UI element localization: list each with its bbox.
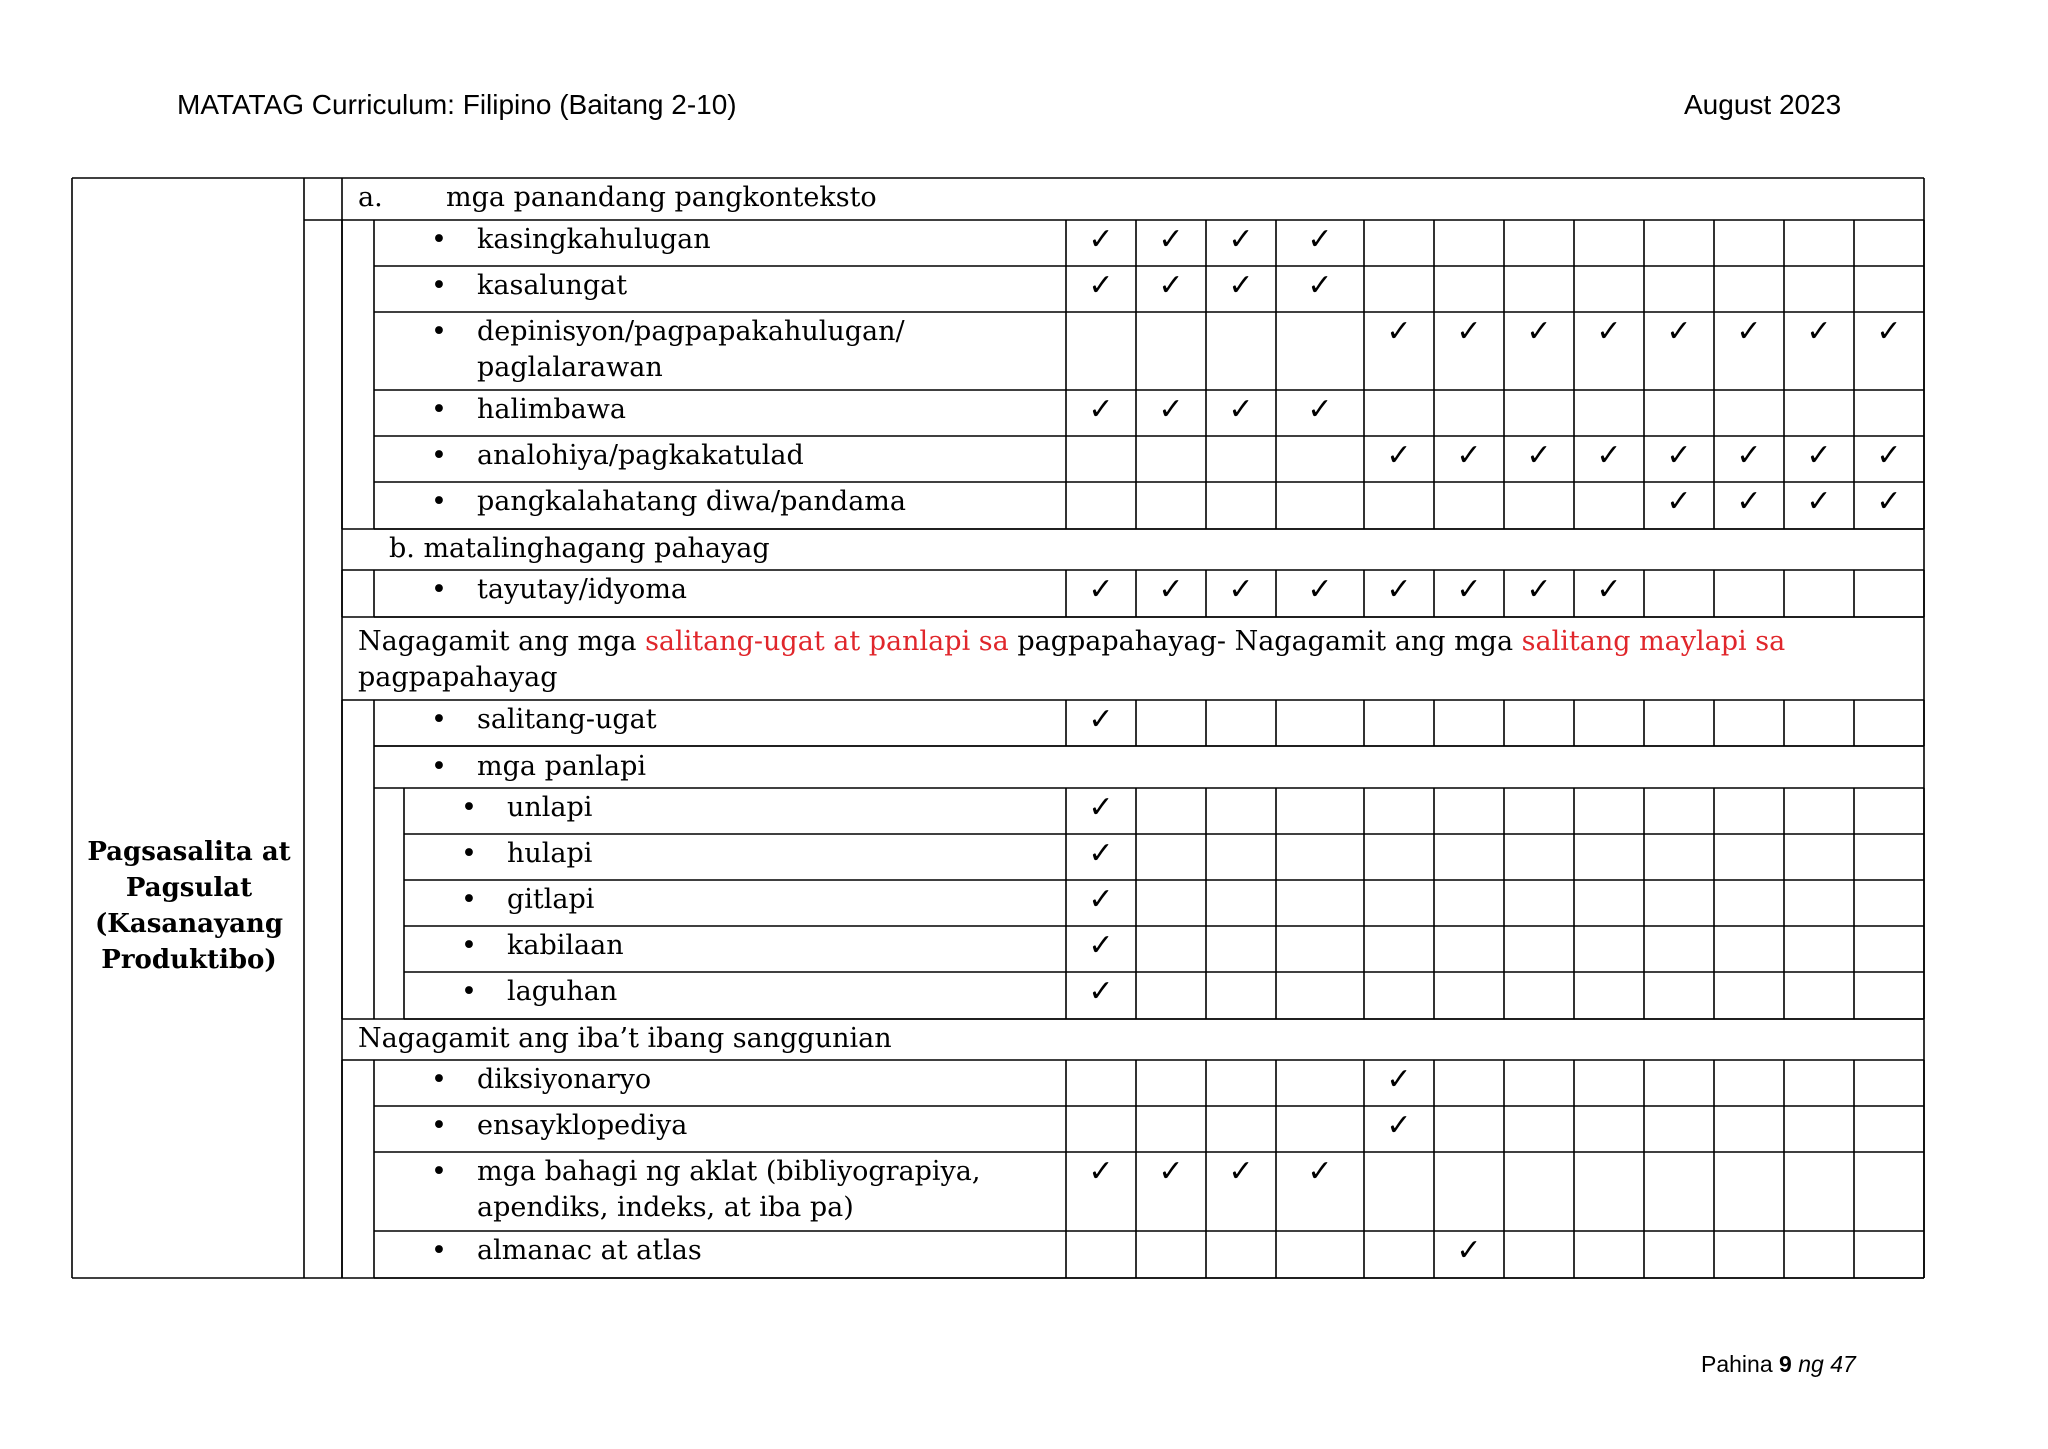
footer-total-pages: 47 — [1830, 1351, 1856, 1377]
row-label-line: ensayklopediya — [477, 1110, 688, 1141]
section-ugat-highlight: salitang maylapi sa — [1521, 626, 1786, 657]
bullet-icon: • — [461, 930, 477, 961]
row-label-line: kasingkahulugan — [477, 224, 711, 255]
row-label-line: apendiks, indeks, at iba pa) — [477, 1192, 854, 1223]
check-icon: ✓ — [1307, 268, 1333, 303]
row-label-tayutay — [477, 572, 687, 608]
check-icon: ✓ — [1088, 1154, 1114, 1189]
row-label-kasingkahulugan — [477, 222, 711, 258]
footer-page-number: 9 — [1779, 1351, 1792, 1377]
domain-line: Pagsulat — [125, 873, 253, 903]
row-label-line: gitlapi — [507, 884, 595, 915]
row-label-line: pangkalahatang diwa/pandama — [477, 486, 907, 517]
check-icon: ✓ — [1158, 392, 1184, 427]
bullet-icon: • — [431, 440, 447, 471]
check-icon: ✓ — [1596, 572, 1622, 607]
bullet-icon: • — [431, 270, 447, 301]
page-footer — [1701, 1350, 1856, 1378]
check-icon: ✓ — [1088, 790, 1114, 825]
check-icon: ✓ — [1736, 314, 1762, 349]
check-icon: ✓ — [1307, 392, 1333, 427]
check-icon: ✓ — [1088, 222, 1114, 257]
check-icon: ✓ — [1088, 702, 1114, 737]
check-icon: ✓ — [1876, 484, 1902, 519]
check-icon: ✓ — [1876, 314, 1902, 349]
row-label-line: laguhan — [507, 976, 618, 1007]
row-label-line: paglalarawan — [477, 352, 663, 383]
check-icon: ✓ — [1806, 484, 1832, 519]
bullet-icon: • — [431, 486, 447, 517]
check-icon: ✓ — [1386, 438, 1412, 473]
check-icon: ✓ — [1228, 268, 1254, 303]
row-label-halimbawa — [477, 392, 626, 428]
section-ugat-text: Nagagamit ang mga — [358, 626, 646, 657]
check-icon: ✓ — [1526, 314, 1552, 349]
check-icon: ✓ — [1456, 572, 1482, 607]
footer-page-word: Pahina — [1701, 1351, 1773, 1377]
page-header-date: August 2023 — [1684, 89, 1842, 120]
check-icon: ✓ — [1456, 438, 1482, 473]
domain-line: (Kasanayang — [94, 909, 284, 939]
check-icon: ✓ — [1158, 268, 1184, 303]
row-label-line: halimbawa — [477, 394, 626, 425]
row-label-panlapi: mga panlapi — [477, 751, 646, 782]
check-icon: ✓ — [1228, 392, 1254, 427]
bullet-icon: • — [461, 976, 477, 1007]
check-icon: ✓ — [1806, 314, 1832, 349]
check-icon: ✓ — [1307, 572, 1333, 607]
row-label-line: depinisyon/pagpapakahulugan/ — [477, 316, 905, 347]
bullet-icon: • — [431, 574, 447, 605]
check-icon: ✓ — [1307, 1154, 1333, 1189]
section-ugat-title — [358, 624, 1785, 660]
row-label-laguhan — [507, 974, 617, 1010]
bullet-icon: • — [431, 224, 447, 255]
check-icon: ✓ — [1456, 314, 1482, 349]
row-label-gitlapi — [507, 882, 594, 918]
row-label-line: hulapi — [507, 838, 593, 869]
row-label-pangkalahatang — [477, 484, 906, 520]
section-a-title: mga panandang pangkonteksto — [446, 182, 877, 213]
row-label-analohiya — [477, 438, 804, 474]
check-icon: ✓ — [1088, 882, 1114, 917]
row-label-unlapi — [507, 790, 592, 826]
row-label-ensayklopediya — [477, 1108, 687, 1144]
check-icon: ✓ — [1736, 438, 1762, 473]
check-icon: ✓ — [1158, 572, 1184, 607]
check-icon: ✓ — [1456, 1233, 1482, 1268]
bullet-icon: • — [461, 884, 477, 915]
section-a-label: a. — [358, 182, 383, 213]
bullet-icon: • — [431, 316, 447, 347]
check-icon: ✓ — [1228, 572, 1254, 607]
check-icon: ✓ — [1526, 438, 1552, 473]
check-icon: ✓ — [1386, 572, 1412, 607]
row-label-line: tayutay/idyoma — [477, 574, 688, 605]
row-label-almanac — [477, 1233, 702, 1269]
bullet-icon: • — [431, 1064, 447, 1095]
check-icon: ✓ — [1526, 572, 1552, 607]
row-label-line: unlapi — [507, 792, 593, 823]
section-b-title: b. matalinghagang pahayag — [389, 533, 770, 564]
row-label-kabilaan — [507, 928, 624, 964]
section-sanggunian-title: Nagagamit ang iba’t ibang sanggunian — [358, 1023, 892, 1054]
row-label-hulapi — [507, 836, 592, 872]
domain-line: Produktibo) — [101, 945, 277, 975]
check-icon: ✓ — [1666, 438, 1692, 473]
row-label-line: kabilaan — [507, 930, 624, 961]
check-icon: ✓ — [1088, 392, 1114, 427]
domain-line: Pagsasalita at — [87, 837, 291, 867]
bullet-icon: • — [461, 838, 477, 869]
row-label-kasalungat — [477, 268, 627, 304]
check-icon: ✓ — [1228, 1154, 1254, 1189]
check-icon: ✓ — [1158, 222, 1184, 257]
row-label-line: diksiyonaryo — [477, 1064, 652, 1095]
row-label-salitang-ugat — [477, 702, 657, 738]
check-icon: ✓ — [1386, 1062, 1412, 1097]
row-label-line: mga bahagi ng aklat (bibliyograpiya, — [477, 1156, 981, 1187]
check-icon: ✓ — [1666, 484, 1692, 519]
bullet-icon: • — [431, 1156, 447, 1187]
check-icon: ✓ — [1876, 438, 1902, 473]
check-icon: ✓ — [1806, 438, 1832, 473]
row-label-diksiyonaryo — [477, 1062, 651, 1098]
row-label-line: kasalungat — [477, 270, 628, 301]
check-icon: ✓ — [1088, 974, 1114, 1009]
page-header-title: MATATAG Curriculum: Filipino (Baitang 2-10) — [177, 89, 737, 120]
section-ugat-text: pagpapahayag- Nagagamit ang mga — [1008, 626, 1522, 657]
bullet-icon: • — [431, 704, 447, 735]
check-icon: ✓ — [1596, 314, 1622, 349]
check-icon: ✓ — [1228, 222, 1254, 257]
row-label-line: salitang-ugat — [477, 704, 657, 735]
footer-of-word: ng — [1798, 1351, 1824, 1377]
row-label-bahagi-aklat — [477, 1154, 980, 1226]
check-icon: ✓ — [1088, 836, 1114, 871]
section-ugat-highlight: salitang-ugat at panlapi sa — [645, 626, 1009, 657]
check-icon: ✓ — [1307, 222, 1333, 257]
bullet-icon: • — [431, 751, 447, 782]
domain-label — [74, 834, 304, 978]
check-icon: ✓ — [1088, 928, 1114, 963]
check-icon: ✓ — [1088, 268, 1114, 303]
check-icon: ✓ — [1158, 1154, 1184, 1189]
check-icon: ✓ — [1088, 572, 1114, 607]
bullet-icon: • — [431, 1235, 447, 1266]
check-icon: ✓ — [1386, 314, 1412, 349]
section-ugat-title-cont: pagpapahayag — [358, 662, 558, 693]
bullet-icon: • — [461, 792, 477, 823]
check-icon: ✓ — [1596, 438, 1622, 473]
row-label-line: analohiya/pagkakatulad — [477, 440, 804, 471]
check-icon: ✓ — [1666, 314, 1692, 349]
check-icon: ✓ — [1386, 1108, 1412, 1143]
row-label-line: almanac at atlas — [477, 1235, 702, 1266]
bullet-icon: • — [431, 394, 447, 425]
row-label-depinisyon — [477, 314, 905, 386]
check-icon: ✓ — [1736, 484, 1762, 519]
bullet-icon: • — [431, 1110, 447, 1141]
